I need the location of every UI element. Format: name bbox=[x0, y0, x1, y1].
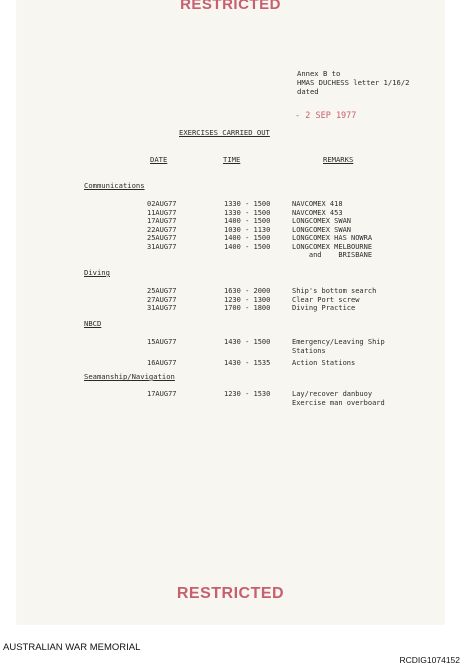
time-cell: 1330 - 1500 bbox=[224, 208, 271, 217]
table-row bbox=[17, 359, 444, 367]
annex-line-2: HMAS DUCHESS letter 1/16/2 bbox=[297, 78, 410, 87]
table-row bbox=[17, 390, 444, 398]
header-remarks: REMARKS bbox=[323, 155, 354, 164]
remarks-cell: Stations bbox=[292, 346, 326, 355]
time-cell: 1630 - 2000 bbox=[224, 287, 271, 295]
remarks-cell: Ship's bottom search bbox=[292, 287, 377, 295]
restricted-stamp-top: RESTRICTED bbox=[180, 0, 281, 13]
remarks-cell: Emergency/Leaving Ship bbox=[292, 338, 385, 346]
document-title: EXERCISES CARRIED OUT bbox=[179, 128, 270, 137]
time-cell: 1400 - 1500 bbox=[224, 234, 271, 242]
table-row bbox=[17, 200, 444, 208]
time-cell: 1030 - 1130 bbox=[224, 225, 271, 234]
document-page bbox=[17, 0, 444, 624]
time-cell: 1230 - 1300 bbox=[224, 295, 271, 304]
table-row bbox=[17, 209, 444, 217]
date-received-stamp: - 2 SEP 1977 bbox=[295, 111, 357, 121]
table-row bbox=[17, 251, 444, 259]
archive-name: AUSTRALIAN WAR MEMORIAL bbox=[3, 642, 141, 653]
time-cell: 1700 - 1800 bbox=[224, 304, 271, 312]
table-row bbox=[17, 226, 444, 234]
remarks-cell: LONGCOMEX SWAN bbox=[292, 217, 352, 225]
table-row bbox=[17, 217, 444, 225]
remarks-cell: Diving Practice bbox=[292, 304, 356, 312]
section-heading: NBCD bbox=[84, 319, 102, 328]
date-cell: 25AUG77 bbox=[147, 234, 177, 242]
remarks-cell: and BRISBANE bbox=[292, 251, 373, 259]
remarks-cell: LONGCOMEX HAS NOWRA bbox=[292, 234, 373, 242]
table-row bbox=[17, 399, 444, 407]
header-time: TIME bbox=[223, 155, 241, 164]
date-cell: 16AUG77 bbox=[147, 359, 177, 367]
section-heading: Seamanship/Navigation bbox=[84, 372, 175, 381]
restricted-stamp-bottom: RESTRICTED bbox=[176, 585, 285, 602]
date-cell: 17AUG77 bbox=[147, 217, 177, 225]
annex-line-1: Annex B to bbox=[297, 69, 341, 78]
date-cell: 31AUG77 bbox=[147, 304, 177, 312]
table-row bbox=[17, 243, 444, 251]
table-row bbox=[17, 296, 444, 304]
table-row bbox=[17, 304, 444, 312]
table-row bbox=[17, 287, 444, 295]
section-heading: Communications bbox=[84, 181, 145, 190]
time-cell: 1330 - 1500 bbox=[224, 200, 271, 208]
annex-line-3: dated bbox=[297, 87, 319, 96]
time-cell: 1400 - 1500 bbox=[224, 217, 271, 225]
time-cell: 1430 - 1500 bbox=[224, 338, 271, 346]
remarks-cell: NAVCOMEX 418 bbox=[292, 200, 343, 208]
remarks-cell: Exercise man overboard bbox=[292, 398, 385, 407]
date-cell: 25AUG77 bbox=[147, 287, 177, 295]
time-cell: 1230 - 1530 bbox=[224, 390, 271, 398]
remarks-cell: Lay/recover danbuoy bbox=[292, 390, 373, 398]
header-date: DATE bbox=[150, 155, 168, 164]
remarks-cell: LONGCOMEX SWAN bbox=[292, 225, 352, 234]
remarks-cell: Clear Port screw bbox=[292, 295, 360, 304]
table-row bbox=[17, 338, 444, 346]
section-heading: Diving bbox=[84, 268, 110, 277]
archive-reference: RCDIG1074152 bbox=[399, 655, 460, 665]
remarks-cell: LONGCOMEX MELBOURNE bbox=[292, 242, 373, 251]
date-cell: 27AUG77 bbox=[147, 295, 177, 304]
table-row bbox=[17, 234, 444, 242]
remarks-cell: NAVCOMEX 453 bbox=[292, 208, 343, 217]
archive-footer bbox=[0, 638, 464, 666]
date-cell: 11AUG77 bbox=[147, 208, 177, 217]
date-cell: 02AUG77 bbox=[147, 200, 177, 208]
time-cell: 1430 - 1535 bbox=[224, 359, 271, 367]
table-row bbox=[17, 347, 444, 355]
date-cell: 17AUG77 bbox=[147, 390, 177, 398]
date-cell: 15AUG77 bbox=[147, 338, 177, 346]
date-cell: 31AUG77 bbox=[147, 242, 177, 251]
date-cell: 22AUG77 bbox=[147, 225, 177, 234]
remarks-cell: Action Stations bbox=[292, 359, 356, 367]
time-cell: 1400 - 1500 bbox=[224, 242, 271, 251]
